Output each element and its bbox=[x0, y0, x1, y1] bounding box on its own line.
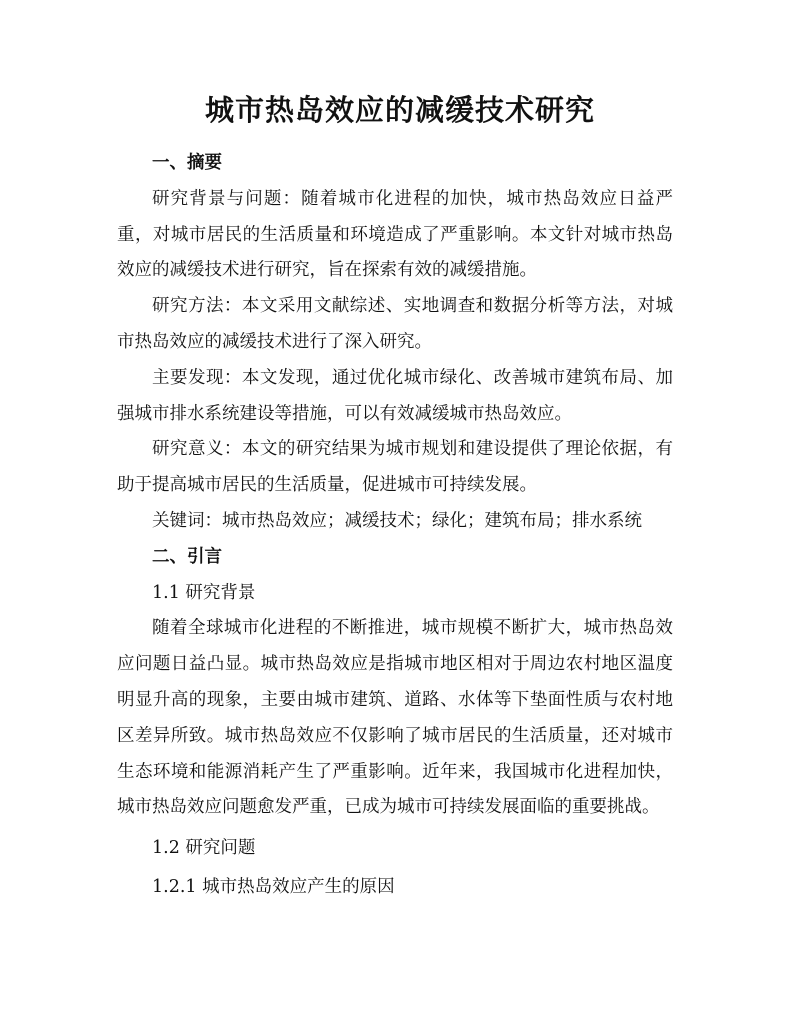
keywords-line: 关键词：城市热岛效应；减缓技术；绿化；建筑布局；排水系统 bbox=[152, 510, 642, 531]
subsection-heading-1-2-1: 1.2.1 城市热岛效应产生的原因 bbox=[152, 876, 395, 897]
abstract-method-paragraph: 研究方法：本文采用文献综述、实地调查和数据分析等方法，对城市热岛效应的减缓技术进行了深入研究。 bbox=[117, 296, 673, 352]
subsection-heading-1-1: 1.1 研究背景 bbox=[152, 582, 256, 603]
document-body bbox=[117, 146, 673, 906]
abstract-findings-paragraph: 主要发现：本文发现，通过优化城市绿化、改善城市建筑布局、加强城市排水系统建设等措施，可以有效减缓城市热岛效应。 bbox=[117, 367, 673, 424]
document-title: 城市热岛效应的减缓技术研究 bbox=[204, 93, 595, 127]
background-paragraph: 随着全球城市化进程的不断推进，城市规模不断扩大，城市热岛效应问题日益凸显。城市热岛效应是指城市地区相对于周边农村地区温度明显升高的现象，主要由城市建筑、道路、水体等下垫面性质与农村地区差异所致。城市热岛效应不仅影响了城市居民的生活质量，还对城市生态环境和能源消耗产生了严重影响。近年来，我国城市化进程加快，城市热岛效应问题愈发严重，已成为城市可持续发展面临的重要挑战。 bbox=[117, 618, 673, 818]
abstract-significance-paragraph: 研究意义：本文的研究结果为城市规划和建设提供了理论依据，有助于提高城市居民的生活质量，促进城市可持续发展。 bbox=[117, 439, 673, 496]
section-heading-introduction: 二、引言 bbox=[152, 546, 222, 567]
section-heading-abstract: 一、摘要 bbox=[152, 153, 222, 173]
subsection-heading-1-2: 1.2 研究问题 bbox=[152, 838, 256, 859]
abstract-background-paragraph: 研究背景与问题：随着城市化进程的加快，城市热岛效应日益严重，对城市居民的生活质量和环境造成了严重影响。本文针对城市热岛效应的减缓技术进行研究，旨在探索有效的减缓措施。 bbox=[117, 188, 673, 281]
